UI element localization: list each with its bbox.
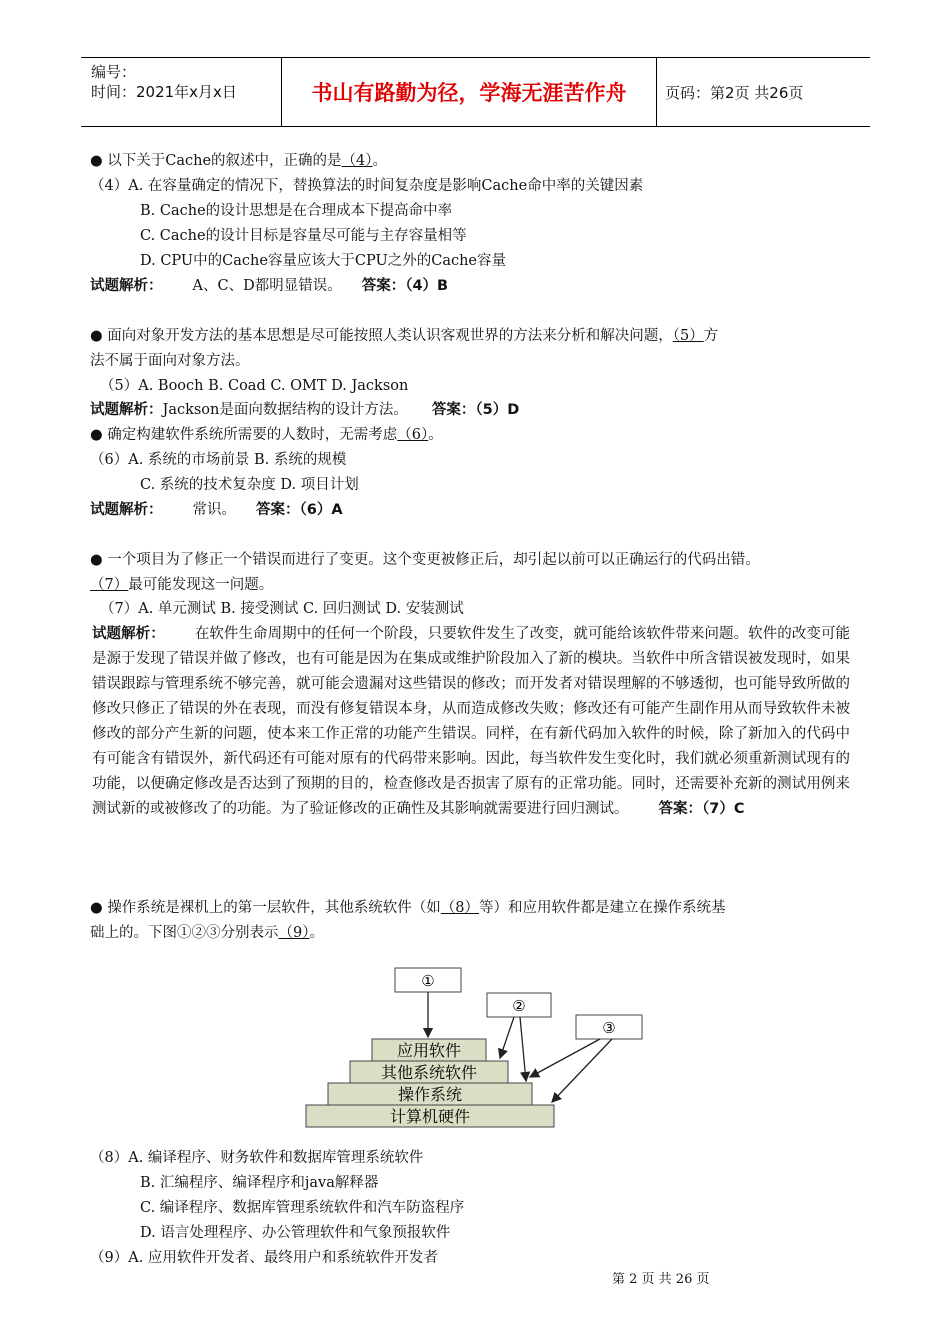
doc-time-label: 时间：2021年x月x日: [91, 83, 237, 101]
q7-analysis: 试题解析： 在软件生命周期中的任何一个阶段，只要软件发生了改变，就可能给该软件带来问题。软件的改变可能是源于发现了错误并做了修改，也有可能是因为在集成或维护阶段加入了新的模块。当软件中所含错误被发现时，如果错误跟踪与管理系统不够完善，就可能会遗漏对这些错误的修改；而开发者对错误理解的不够透彻，也可能导致所做的修改只修正了错误的外在表现，而没有修复错误本身，从而造成修改失败；修改还有可能产生副作用从而导致软件未被修改的部分产生新的问题，使本来工作正常的功能产生错误。同样，在有新代码加入软件的时候，除了新加入的代码中有可能含有错误外，新代码还有可能对原有的代码带来影响。因此，每当软件发生变化时，我们就必须重新测试现有的功能，以便确定修改是否达到了预期的目的，检查修改是否损害了原有的正常功能。同时，还需要补充新的测试用例来测试新的或被修改了的功能。为了验证修改的正确性及其影响就需要进行回归测试。 答案：（7）C: [92, 626, 851, 817]
doc-number-label: 编号：: [91, 63, 137, 81]
q7-options: （7）A. 单元测试 B. 接受测试 C. 回归测试 D. 安装测试: [100, 601, 464, 617]
arrow-2b: [520, 1017, 526, 1081]
q6-analysis: 试题解析： 常识。 答案：（6）A: [90, 502, 343, 518]
q5-analysis: 试题解析：Jackson是面向数据结构的设计方法。 答案：（5）D: [90, 402, 520, 418]
os-layer-diagram: [300, 965, 660, 1135]
q8-option-d: D. 语言处理程序、办公管理软件和气象预报软件: [140, 1225, 451, 1241]
layer-os-label: 操作系统: [397, 1085, 463, 1104]
q8-stem-line2: 础上的。下图①②③分别表示（9）。: [90, 925, 324, 941]
q6-blank: （6）: [397, 427, 429, 443]
q6-option-cd: C. 系统的技术复杂度 D. 项目计划: [140, 477, 359, 493]
answer-label: 答案：（4）B: [361, 278, 449, 294]
q9-option-a: （9）A. 应用软件开发者、最终用户和系统软件开发者: [90, 1250, 438, 1266]
q6-stem: ● 确定构建软件系统所需要的人数时，无需考虑（6）。: [90, 427, 443, 443]
q9-blank: （9）: [278, 925, 310, 941]
q4-option-c: C. Cache的设计目标是容量尽可能与主存容量相等: [140, 228, 467, 244]
q4-blank: （4）: [341, 153, 373, 169]
arrow-3a: [530, 1039, 600, 1077]
q4-option-d: D. CPU中的Cache容量应该大于CPU之外的Cache容量: [140, 253, 507, 269]
q7-stem-line1: ● 一个项目为了修正一个错误而进行了变更。这个变更被修正后，却引起以前可以正确运行的代码出错。: [90, 552, 760, 568]
q4-stem: ● 以下关于Cache的叙述中，正确的是（4）。: [90, 153, 388, 169]
header-left: [91, 62, 237, 102]
q7-stem-line2: （7）最可能发现这一问题。: [90, 577, 274, 593]
q8-blank: （8）: [440, 900, 479, 916]
q5-blank: （5）: [672, 328, 704, 344]
layer-hardware-label: 计算机硬件: [389, 1107, 471, 1126]
q4-option-a: （4）A. 在容量确定的情况下，替换算法的时间复杂度是影响Cache命中率的关键因素: [90, 178, 644, 194]
header-page-info: 页码：第2页 共26页: [665, 83, 804, 102]
page-header: [81, 57, 870, 127]
q7-blank: （7）: [90, 577, 129, 593]
marker-1: ①: [421, 972, 435, 990]
layer-other-system-label: 其他系统软件: [380, 1063, 478, 1082]
q6-option-ab: （6）A. 系统的市场前景 B. 系统的规模: [90, 452, 347, 468]
marker-2: ②: [512, 997, 526, 1015]
q8-option-b: B. 汇编程序、编译程序和java解释器: [140, 1175, 379, 1191]
q8-option-c: C. 编译程序、数据库管理系统软件和汽车防盗程序: [140, 1200, 465, 1216]
q5-stem-line2: 法不属于面向对象方法。: [90, 353, 250, 369]
q8-option-a: （8）A. 编译程序、财务软件和数据库管理系统软件: [90, 1150, 424, 1166]
q4-analysis: 试题解析： A、C、D都明显错误。 答案：（4）B: [90, 278, 449, 294]
marker-3: ③: [602, 1019, 616, 1037]
q4-option-b: B. Cache的设计思想是在合理成本下提高命中率: [140, 203, 453, 219]
q5-options: （5）A. Booch B. Coad C. OMT D. Jackson: [100, 378, 409, 394]
analysis-label: 试题解析：: [90, 278, 163, 294]
header-motto: 书山有路勤为径，学海无涯苦作舟: [281, 58, 657, 126]
page-footer: 第 2 页 共 26 页: [612, 1272, 710, 1287]
arrow-2a: [500, 1017, 514, 1058]
layer-application-label: 应用软件: [396, 1041, 462, 1060]
q5-stem-line1: ● 面向对象开发方法的基本思想是尽可能按照人类认识客观世界的方法来分析和解决问题，（5）方: [90, 328, 719, 344]
q8-stem-line1: ● 操作系统是裸机上的第一层软件，其他系统软件（如（8）等）和应用软件都是建立在操作系统基: [90, 900, 726, 916]
